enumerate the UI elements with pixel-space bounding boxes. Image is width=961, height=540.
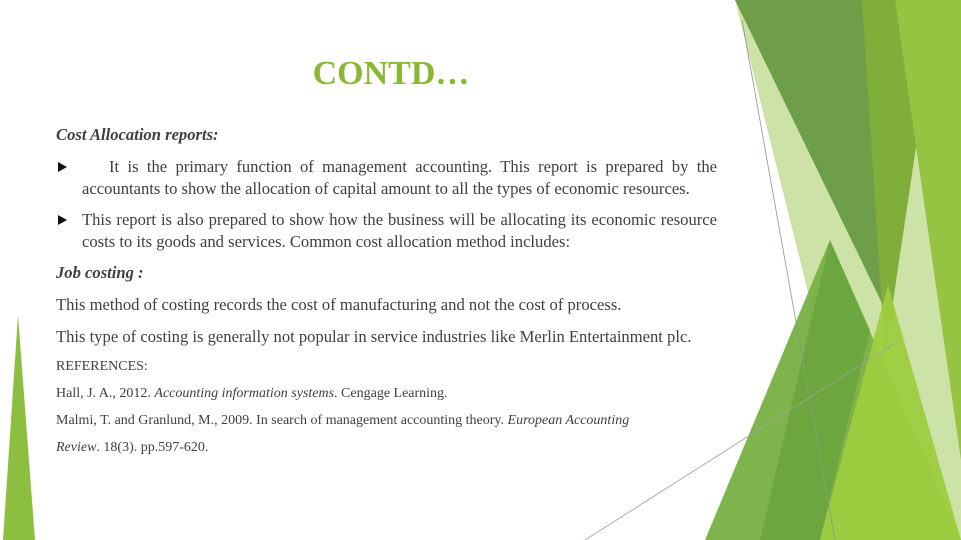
bullet-item bbox=[56, 209, 717, 253]
reference-text: . 18(3). pp.597-620. bbox=[96, 440, 209, 455]
job-costing-heading: Job costing : bbox=[56, 263, 144, 282]
bullet-text: This report is also prepared to show how the business will be allocating its economic resource costs to its goods and services. Common cost allocation method includes: bbox=[82, 210, 717, 251]
job-costing-paragraph: This type of costing is generally not popular in service industries like Merlin Entertainment plc. bbox=[56, 327, 692, 346]
bullet-arrow-icon bbox=[58, 215, 67, 225]
deco-triangle-left bbox=[3, 315, 35, 540]
reference-journal: Review bbox=[56, 440, 97, 455]
reference-text: Malmi, T. and Granlund, M., 2009. In search of management accounting theory. bbox=[56, 413, 508, 428]
reference-title: Accounting information systems bbox=[154, 386, 335, 401]
reference-journal: European Accounting bbox=[507, 413, 630, 428]
bullet-arrow-icon bbox=[58, 162, 67, 172]
bullet-text: It is the primary function of management accounting. This report is prepared by the accountants to show the allocation of capital amount to all the types of economic resources. bbox=[82, 157, 717, 198]
bullet-item bbox=[56, 156, 717, 200]
reference-item bbox=[56, 384, 717, 403]
reference-item bbox=[56, 411, 717, 430]
cost-allocation-heading: Cost Allocation reports: bbox=[56, 125, 219, 144]
reference-text: Hall, J. A., 2012. bbox=[56, 386, 155, 401]
job-costing-paragraph: This method of costing records the cost of manufacturing and not the cost of process. bbox=[56, 295, 622, 314]
references-heading: REFERENCES: bbox=[56, 359, 148, 374]
slide-body bbox=[56, 124, 717, 457]
slide-title: CONTD… bbox=[312, 55, 470, 92]
reference-item-continued bbox=[56, 438, 717, 457]
references bbox=[56, 357, 717, 457]
reference-text: . Cengage Learning. bbox=[334, 386, 448, 401]
